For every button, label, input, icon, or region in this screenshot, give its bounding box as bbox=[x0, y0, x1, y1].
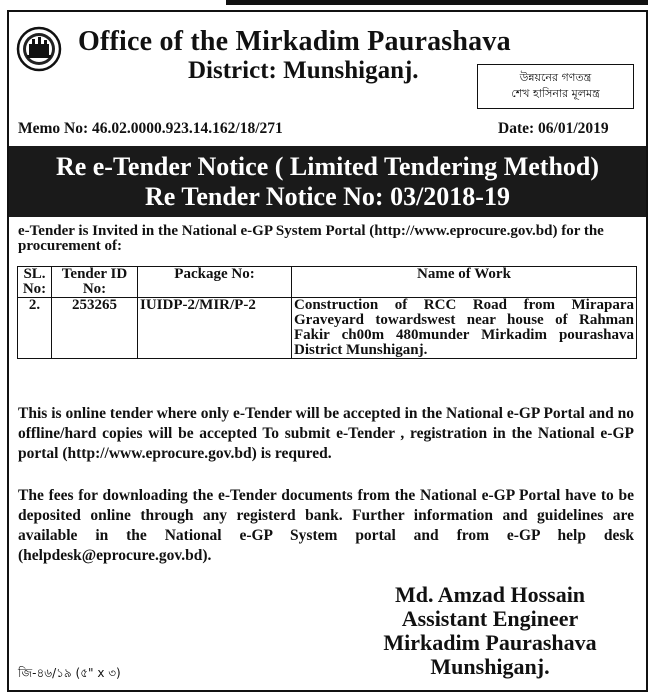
memo-date: Date: 06/01/2019 bbox=[498, 120, 609, 137]
fees-paragraph: The fees for downloading the e-Tender documents from the National e-GP Portal have to be deposited online through any registerd bank. Further information and guidelines are available in the National e-GP System portal and from e-GP help desk (helpdesk@eprocure.gov.bd). bbox=[18, 487, 634, 564]
header-sl: SL. No: bbox=[18, 267, 52, 298]
footer-code: জি-৪৬/১৯ (৫" x ৩) bbox=[18, 666, 121, 680]
cell-work: Construction of RCC Road from Mirapara Graveyard towardswest near house of Rahman Fakir ch00m 480munder Mirkadim pourashava District Munshiganj. bbox=[292, 298, 637, 359]
banner-notice-no: Re Tender Notice No: 03/2018-19 bbox=[145, 182, 510, 211]
signature-block bbox=[355, 583, 625, 679]
slogan-box bbox=[477, 64, 634, 109]
online-tender-paragraph: This is online tender where only e-Tender will be accepted in the National e-GP Portal and no offline/hard copies will be accepted To submit e-Tender , registration in the National e-GP portal (http://www.eprocure.gov.bd) is requred. bbox=[18, 405, 634, 462]
district-title: District: Munshiganj. bbox=[188, 57, 419, 84]
table-header-row bbox=[18, 267, 637, 298]
signatory-place: Munshiganj. bbox=[430, 654, 550, 679]
office-title: Office of the Mirkadim Paurashava bbox=[78, 26, 511, 57]
slogan-line-2: শেখ হাসিনার মূলমন্ত্র bbox=[511, 87, 600, 100]
signatory-name: Md. Amzad Hossain bbox=[394, 582, 586, 607]
top-border-bar bbox=[226, 0, 648, 5]
signatory-office: Mirkadim Paurashava bbox=[383, 630, 597, 655]
intro-text: e-Tender is Invited in the National e-GP System Portal (http://www.eprocure.gov.bd) for the procurement of: bbox=[18, 223, 604, 254]
paurashava-logo-icon bbox=[16, 26, 62, 72]
table-row bbox=[18, 298, 637, 359]
cell-package: IUIDP-2/MIR/P-2 bbox=[138, 298, 292, 359]
notice-banner bbox=[9, 146, 646, 217]
header-package: Package No: bbox=[138, 267, 292, 298]
cell-tender-id: 253265 bbox=[52, 298, 138, 359]
signatory-title: Assistant Engineer bbox=[401, 606, 579, 631]
header-tender-id: Tender ID No: bbox=[52, 267, 138, 298]
memo-number: Memo No: 46.02.0000.923.14.162/18/271 bbox=[18, 120, 283, 137]
tender-table bbox=[17, 266, 637, 359]
header-work: Name of Work bbox=[292, 267, 637, 298]
banner-title: Re e-Tender Notice ( Limited Tendering Method) bbox=[55, 152, 600, 181]
cell-sl: 2. bbox=[18, 298, 52, 359]
slogan-line-1: উন্নয়নের গণতন্ত্র bbox=[519, 71, 592, 84]
